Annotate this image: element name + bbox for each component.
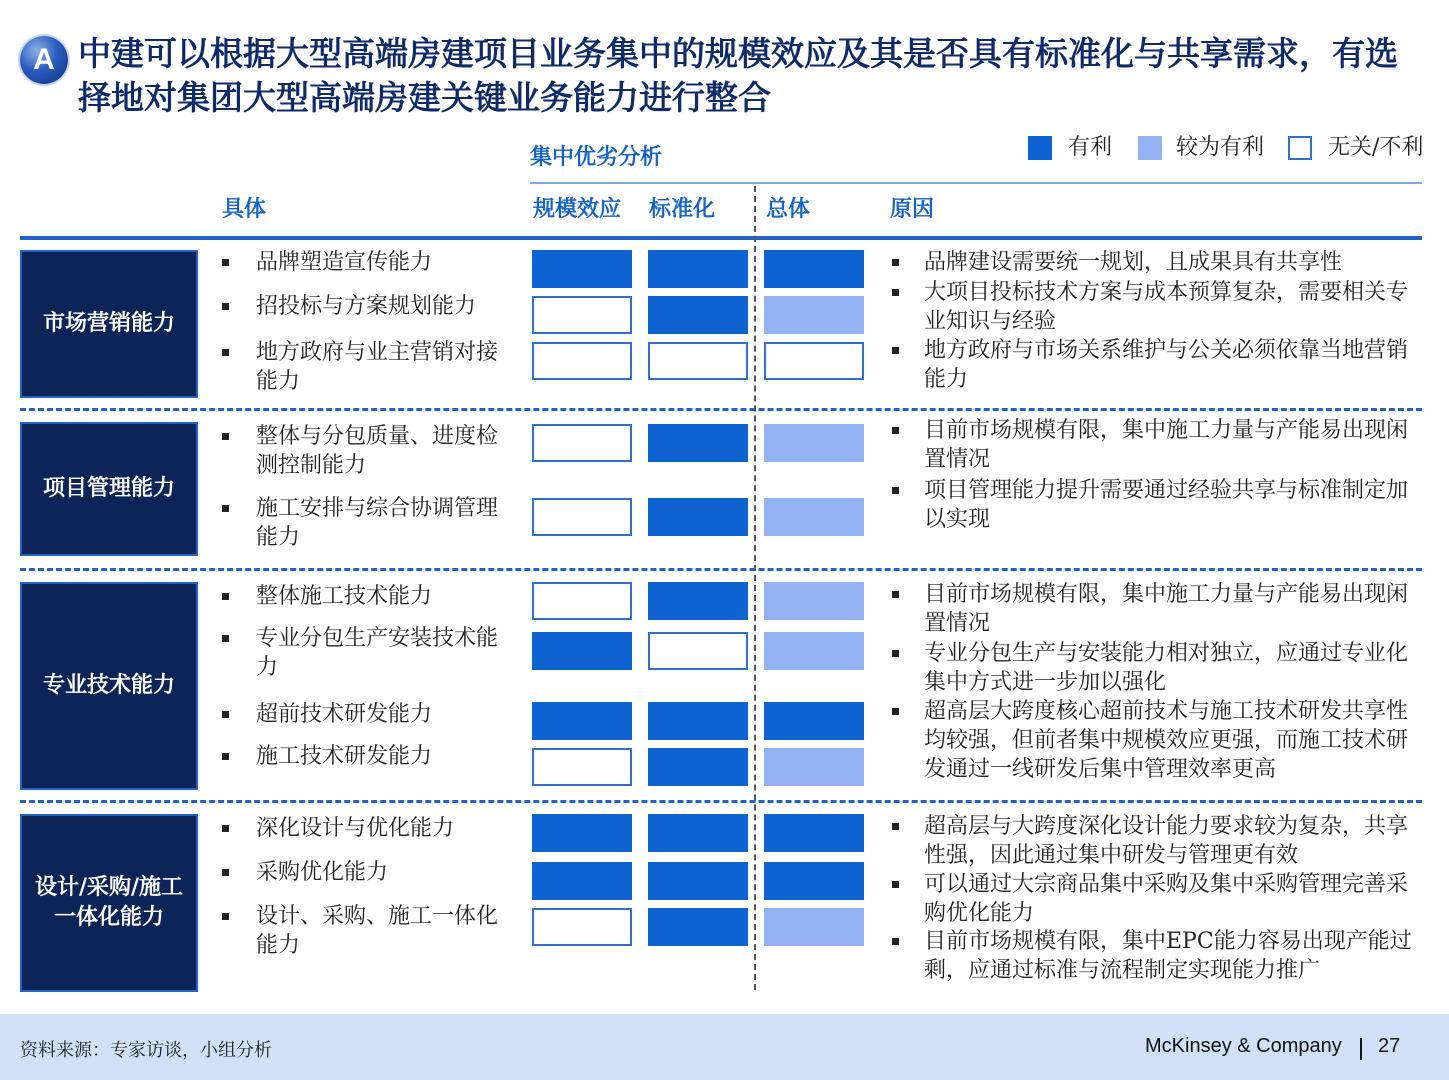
legend-label-none: 无关/不利 [1328, 135, 1424, 160]
header-scale-effect: 规模效应 [533, 197, 622, 222]
rating-cell [648, 498, 748, 536]
header-standardization: 标准化 [649, 197, 716, 222]
rating-cell [648, 342, 748, 380]
brand-name: McKinsey & Company [1145, 1035, 1342, 1057]
section-divider [20, 408, 1422, 411]
rating-cell [532, 862, 632, 900]
section-label-marketing: 市场营销能力 [20, 250, 198, 398]
rating-cell [532, 814, 632, 852]
source-note: 资料来源：专家访谈，小组分析 [20, 1040, 272, 1061]
rating-cell [764, 296, 864, 334]
legend-label-mid: 较为有利 [1176, 135, 1265, 160]
rating-cell [648, 702, 748, 740]
rating-cell [764, 342, 864, 380]
legend-swatch-strong [1028, 136, 1052, 160]
section-label-technical: 专业技术能力 [20, 582, 198, 790]
rating-cell [532, 342, 632, 380]
rating-cell [648, 632, 748, 670]
rating-cell [648, 424, 748, 462]
rating-cell [648, 908, 748, 946]
rating-cell [648, 814, 748, 852]
rating-cell [648, 296, 748, 334]
rating-cell [532, 908, 632, 946]
header-specific: 具体 [222, 197, 267, 222]
legend-swatch-mid [1138, 136, 1162, 160]
rating-cell [764, 424, 864, 462]
rating-cell [532, 250, 632, 288]
header-group-underline [530, 182, 1422, 184]
page-number: 27 [1378, 1035, 1401, 1057]
header-rule [20, 236, 1422, 240]
rating-cell [764, 632, 864, 670]
rating-cell [764, 702, 864, 740]
rating-cell [532, 424, 632, 462]
header-overall: 总体 [766, 197, 811, 222]
section-label-project-management: 项目管理能力 [20, 422, 198, 556]
column-divider [754, 186, 756, 990]
legend-swatch-none [1288, 136, 1312, 160]
rating-cell [764, 814, 864, 852]
section-label-epc: 设计/采购/施工一体化能力 [20, 814, 198, 992]
rating-cell [532, 748, 632, 786]
rating-cell [764, 908, 864, 946]
rating-cell [764, 862, 864, 900]
header-group-analysis: 集中优劣分析 [530, 145, 663, 170]
rating-cell [532, 498, 632, 536]
rating-cell [532, 582, 632, 620]
page-title: 中建可以根据大型高端房建项目业务集中的规模效应及其是否具有标准化与共享需求，有选择地对集团大型高端房建关键业务能力进行整合 [78, 34, 1398, 117]
section-divider [20, 800, 1422, 803]
legend-label-strong: 有利 [1068, 135, 1113, 160]
rating-cell [764, 498, 864, 536]
rating-cell [764, 748, 864, 786]
rating-cell [764, 250, 864, 288]
rating-cell [764, 582, 864, 620]
footer-separator [1360, 1038, 1362, 1060]
section-divider [20, 568, 1422, 571]
rating-cell [532, 632, 632, 670]
rating-cell [532, 296, 632, 334]
header-reason: 原因 [890, 197, 935, 222]
rating-cell [648, 250, 748, 288]
rating-cell [532, 702, 632, 740]
rating-cell [648, 582, 748, 620]
rating-cell [648, 748, 748, 786]
section-badge: A [20, 36, 68, 84]
rating-cell [648, 862, 748, 900]
